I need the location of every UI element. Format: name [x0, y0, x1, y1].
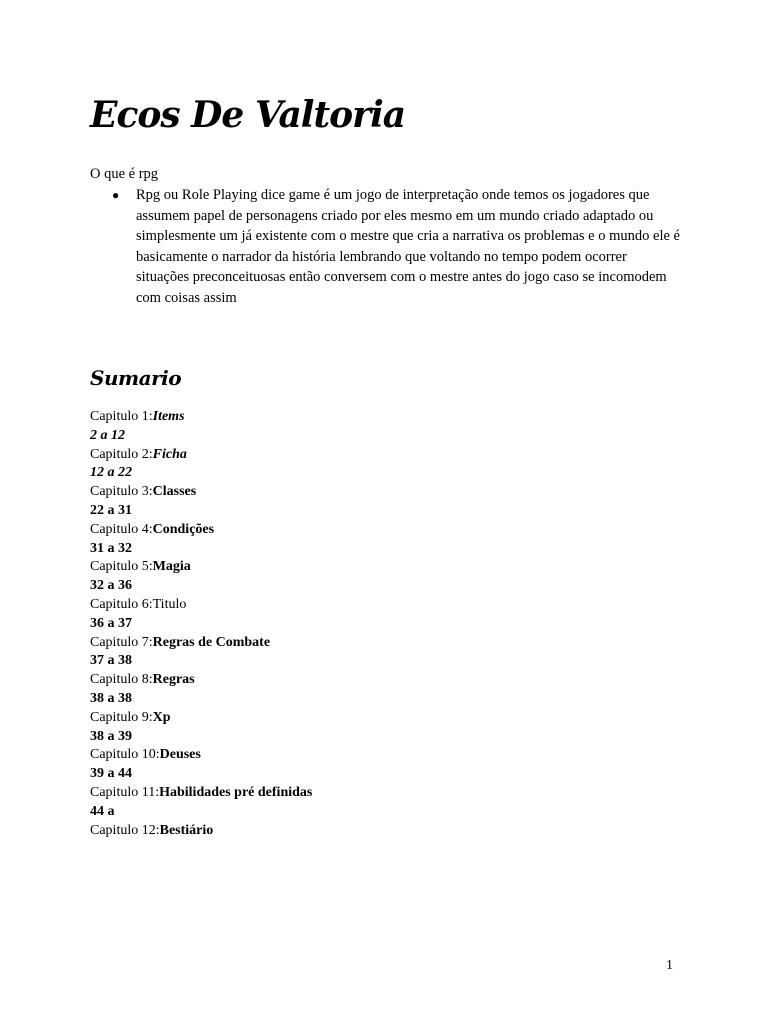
toc-chapter-pages: 38 a 38 [90, 690, 132, 706]
list-item [112, 185, 682, 309]
toc-chapter-pages: 38 a 39 [90, 728, 132, 744]
toc-chapter-line [90, 596, 312, 615]
toc-chapter-pages: 39 a 44 [90, 766, 132, 782]
toc-chapter-line [90, 558, 312, 577]
toc-chapter-prefix: Capitulo 3: [90, 484, 153, 500]
document-title: Ecos De Valtoria [90, 94, 406, 136]
toc-chapter-prefix: Capitulo 12: [90, 822, 160, 838]
toc-chapter-prefix: Capitulo 11: [90, 784, 160, 800]
intro-bullet-text: Rpg ou Role Playing dice game é um jogo de interpretação onde temos os jogadores que assumem papel de personagens criado por eles mesmo em um mundo criado adaptado ou simplesmente um já existente com o mestre que cria a narrativa os problemas e o mundo ele é basicamente o narrador da história lembrando que voltando no tempo podem ocorrer situações preconceituosas então conversem com o mestre antes do jogo caso se incomodem com coisas assim [136, 187, 680, 306]
toc-chapter-name: Ficha [152, 446, 187, 462]
toc-chapter-line [90, 709, 312, 728]
toc-chapter-name: Condições [152, 521, 215, 537]
toc-chapter-line [90, 822, 312, 841]
toc-chapter-pages: 22 a 31 [90, 502, 132, 518]
toc-chapter-pages: 12 a 22 [90, 465, 132, 481]
toc-chapter-prefix: Capitulo 5: [90, 559, 153, 575]
toc-chapter-name: Classes [152, 484, 197, 500]
toc-chapter-prefix: Capitulo 2: [90, 446, 153, 462]
toc-chapter-line [90, 483, 312, 502]
toc-chapter-name: Magia [152, 559, 191, 575]
toc-chapter-pages: 36 a 37 [90, 615, 132, 631]
toc-chapter-name: Habilidades pré definidas [159, 784, 313, 800]
summary-title: Sumario [90, 366, 182, 390]
toc-chapter-prefix: Capitulo 7: [90, 634, 153, 650]
toc-chapter-line [90, 634, 312, 653]
toc-chapter-pages: 2 a 12 [90, 427, 125, 443]
toc-chapter-name: Regras [152, 672, 195, 688]
toc-chapter-name: Bestiário [159, 822, 214, 838]
toc-chapter-pages: 31 a 32 [90, 540, 132, 556]
toc-chapter-line [90, 521, 312, 540]
toc-chapter-prefix: Capitulo 4: [90, 521, 153, 537]
toc-chapter-pages: 44 a [90, 803, 115, 819]
bullet-icon: ● [112, 188, 120, 202]
toc-chapter-prefix: Capitulo 1: [90, 409, 153, 424]
toc-chapter-line [90, 446, 312, 465]
toc-chapter-name: Deuses [159, 747, 201, 763]
toc-chapter-prefix: Capitulo 6: [90, 596, 153, 612]
page-number: 1 [666, 958, 673, 973]
toc-chapter-name: Xp [152, 709, 171, 725]
toc-chapter-prefix: Capitulo 10: [90, 747, 160, 763]
table-of-contents [90, 408, 312, 840]
toc-chapter-pages: 37 a 38 [90, 653, 132, 669]
toc-chapter-line [90, 746, 312, 765]
intro-bullet-list [112, 185, 682, 309]
toc-chapter-prefix: Capitulo 8: [90, 672, 153, 688]
toc-chapter-line [90, 784, 312, 803]
toc-chapter-line [90, 408, 312, 427]
toc-chapter-pages: 32 a 36 [90, 578, 132, 594]
toc-chapter-name: Regras de Combate [152, 634, 271, 650]
toc-chapter-prefix: Capitulo 9: [90, 709, 153, 725]
toc-chapter-line [90, 671, 312, 690]
toc-chapter-name: Items [152, 409, 185, 424]
toc-chapter-name: Titulo [152, 596, 187, 612]
intro-label: O que é rpg [90, 166, 159, 182]
